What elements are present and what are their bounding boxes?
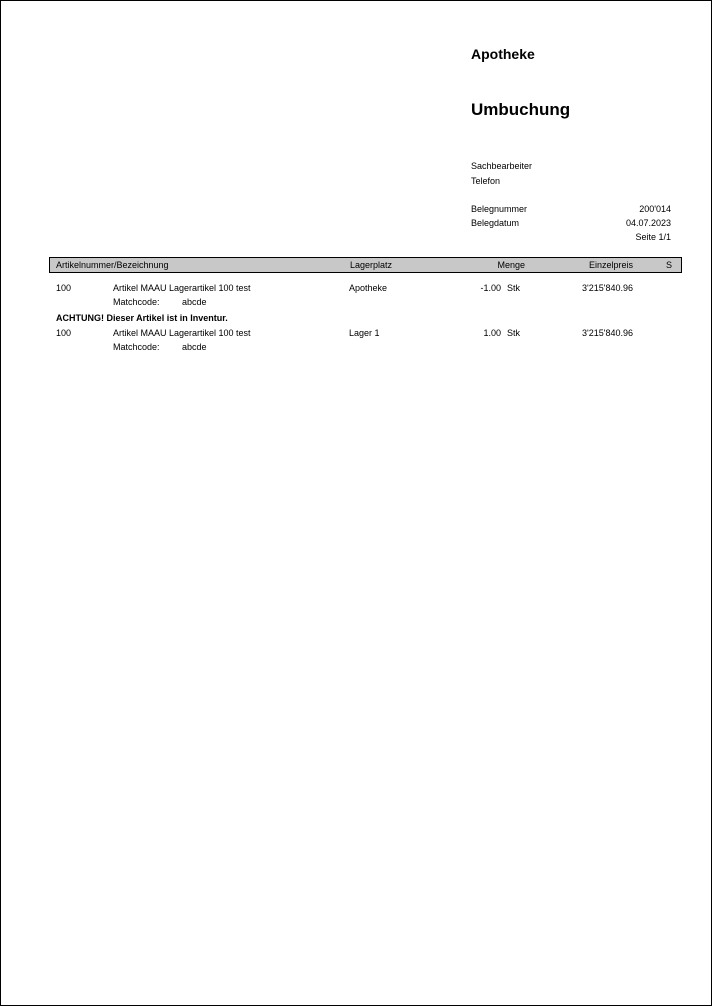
article-number: 100 xyxy=(56,328,72,338)
document-date-label: Belegdatum xyxy=(471,218,520,228)
column-header-article: Artikelnummer/Bezeichnung xyxy=(56,260,169,270)
page-number: Seite 1/1 xyxy=(635,232,671,242)
matchcode-value: abcde xyxy=(182,342,207,352)
inventory-warning: ACHTUNG! Dieser Artikel ist in Inventur. xyxy=(56,313,228,323)
document-number-label: Belegnummer xyxy=(471,204,528,214)
column-header-unit-price: Einzelpreis xyxy=(588,260,633,270)
storage-location: Lager 1 xyxy=(349,328,380,338)
quantity: 1.00 xyxy=(483,328,501,338)
matchcode-value: abcde xyxy=(182,297,207,307)
matchcode-label: Matchcode: xyxy=(113,297,160,307)
storage-location: Apotheke xyxy=(349,283,388,293)
matchcode-label: Matchcode: xyxy=(113,342,160,352)
phone-label: Telefon xyxy=(471,176,501,186)
column-header-location: Lagerplatz xyxy=(350,260,393,270)
column-header-s: S xyxy=(665,260,672,270)
quantity: -1.00 xyxy=(480,283,501,293)
company-name: Apotheke xyxy=(471,46,535,62)
unit: Stk xyxy=(507,328,521,338)
article-description: Artikel MAAU Lagerartikel 100 test xyxy=(113,283,251,293)
article-number: 100 xyxy=(56,283,72,293)
document-title: Umbuchung xyxy=(471,100,571,119)
article-description: Artikel MAAU Lagerartikel 100 test xyxy=(113,328,251,338)
column-header-quantity: Menge xyxy=(497,260,525,270)
table-header xyxy=(49,257,682,273)
clerk-label: Sachbearbeiter xyxy=(471,161,533,171)
document-date-value: 04.07.2023 xyxy=(625,218,671,228)
unit-price: 3'215'840.96 xyxy=(582,283,633,293)
document-number-value: 200'014 xyxy=(639,204,671,214)
unit: Stk xyxy=(507,283,521,293)
unit-price: 3'215'840.96 xyxy=(582,328,633,338)
